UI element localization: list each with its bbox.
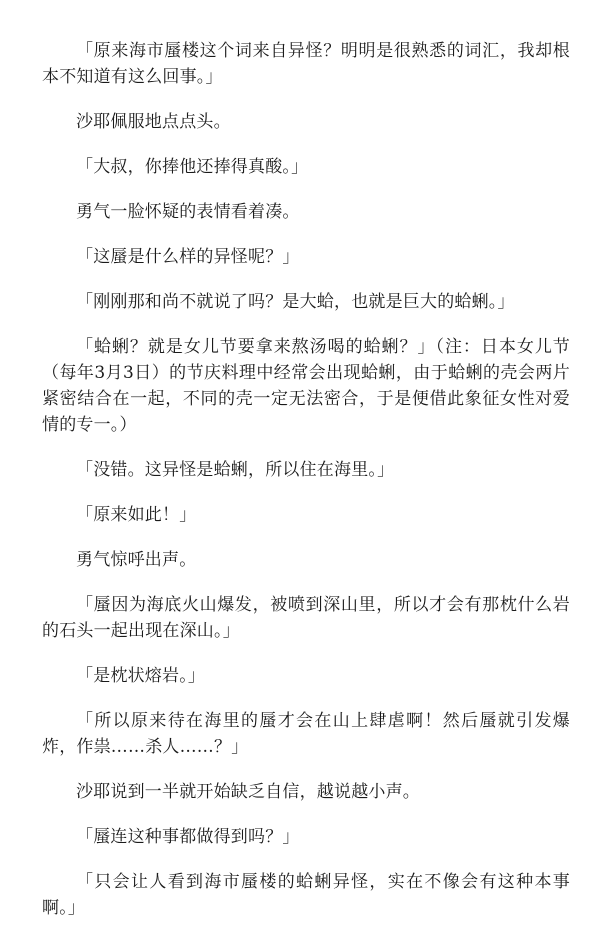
paragraph: 「刚刚那和尚不就说了吗？是大蛤，也就是巨大的蛤蜊。」 bbox=[76, 292, 515, 312]
paragraph: 「原来海市蜃楼这个词来自异怪？明明是很熟悉的词汇，我却根本不知道有这么回事。」 bbox=[42, 41, 570, 87]
paragraph: 「没错。这异怪是蛤蜊，所以住在海里。」 bbox=[76, 460, 395, 480]
paragraph: 「所以原来待在海里的蜃才会在山上肆虐啊！然后蜃就引发爆炸，作祟……杀人……？」 bbox=[42, 711, 570, 757]
paragraph: 勇气一脸怀疑的表情看着凑。 bbox=[76, 202, 300, 222]
text-body bbox=[42, 38, 570, 940]
paragraph: 「蜃连这种事都做得到吗？」 bbox=[76, 827, 300, 847]
paragraph: 「是枕状熔岩。」 bbox=[76, 666, 206, 686]
paragraph: 勇气惊呼出声。 bbox=[76, 550, 197, 570]
paragraph: 「这蜃是什么样的异怪呢？」 bbox=[76, 247, 300, 267]
paragraph: 「大叔，你捧他还捧得真酸。」 bbox=[76, 157, 309, 177]
paragraph: 「只会让人看到海市蜃楼的蛤蜊异怪，实在不像会有这种本事啊。」 bbox=[42, 872, 570, 918]
paragraph: 「蛤蜊？就是女儿节要拿来熬汤喝的蛤蜊？」（注：日本女儿节（每年3月3日）的节庆料理中经常会出现蛤蜊，由于蛤蜊的壳会两片紧密结合在一起，不同的壳一定无法密合，于是便借此象征女性对爱情的专一。） bbox=[42, 337, 570, 435]
paragraph: 「蜃因为海底火山爆发，被喷到深山里，所以才会有那枕什么岩的石头一起出现在深山。」 bbox=[42, 595, 570, 641]
paragraph: 沙耶佩服地点点头。 bbox=[76, 112, 231, 132]
paragraph: 沙耶说到一半就开始缺乏自信，越说越小声。 bbox=[76, 782, 420, 802]
paragraph: 「原来如此！」 bbox=[76, 505, 197, 525]
